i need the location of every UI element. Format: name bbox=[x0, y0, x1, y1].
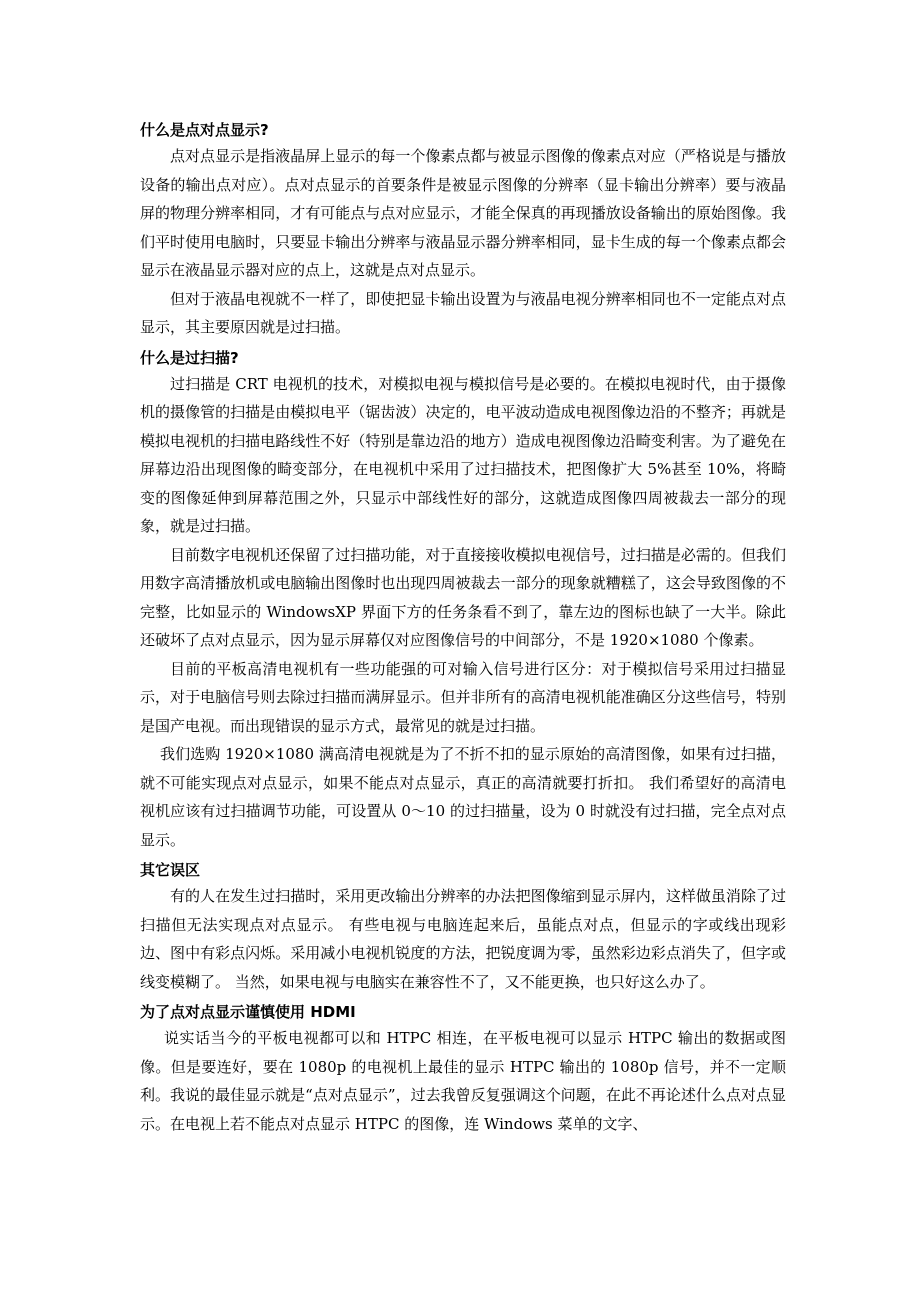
paragraph: 但对于液晶电视就不一样了，即使把显卡输出设置为与液晶电视分辨率相同也不一定能点对点显示，其主要原因就是过扫描。 bbox=[140, 289, 786, 336]
section-heading: 其它误区 bbox=[140, 861, 201, 879]
section-heading: 什么是点对点显示? bbox=[140, 121, 269, 139]
paragraph: 过扫描是 CRT 电视机的技术，对模拟电视与模拟信号是必要的。在模拟电视时代，由于摄像机的摄像管的扫描是由模拟电平（锯齿波）决定的，电平波动造成电视图像边沿的不整齐；再就是模拟电视机的扫描电路线性不好（特别是靠边沿的地方）造成电视图像边沿畸变利害。为了避免在屏幕边沿出现图像的畸变部分，在电视机中采用了过扫描技术，把图像扩大 5%甚至 10%，将畸变的图像延伸到屏幕范围之外，只显示中部线性好的部分，这就造成图像四周被裁去一部分的现象，就是过扫描。 bbox=[140, 374, 786, 535]
paragraph: 目前的平板高清电视机有一些功能强的可对输入信号进行区分：对于模拟信号采用过扫描显示，对于电脑信号则去除过扫描而满屏显示。但并非所有的高清电视机能准确区分这些信号，特别是国产电视。而出现错误的显示方式，最常见的就是过扫描。 bbox=[140, 659, 786, 735]
paragraph: 说实话当今的平板电视都可以和 HTPC 相连，在平板电视可以显示 HTPC 输出的数据或图像。但是要连好，要在 1080p 的电视机上最佳的显示 HTPC 输出的 1080p 信号，并不一定顺利。我说的最佳显示就是“点对点显示”，过去我曾反复强调这个问题，在此不再论述什么点对点显示。在电视上若不能点对点显示 HTPC 的图像，连 Windows 菜单的文字、 bbox=[140, 1029, 786, 1133]
paragraph: 有的人在发生过扫描时，采用更改输出分辨率的办法把图像缩到显示屏内，这样做虽消除了过扫描但无法实现点对点显示。 有些电视与电脑连起来后，虽能点对点，但显示的字或线出现彩边、图中有彩点闪烁。采用减小电视机锐度的方法，把锐度调为零，虽然彩边彩点消失了，但字或线变模糊了。 当然，如果电视与电脑实在兼容性不了，又不能更换，也只好这么办了。 bbox=[140, 887, 786, 991]
document-body bbox=[140, 114, 786, 1138]
section-heading: 什么是过扫描? bbox=[140, 348, 239, 367]
paragraph: 点对点显示是指液晶屏上显示的每一个像素点都与被显示图像的像素点对应（严格说是与播放设备的输出点对应）。点对点显示的首要条件是被显示图像的分辨率（显卡输出分辨率）要与液晶屏的物理分辨率相同，才有可能点与点对应显示，才能全保真的再现播放设备输出的原始图像。我们平时使用电脑时，只要显卡输出分辨率与液晶显示器分辨率相同，显卡生成的每一个像素点都会显示在液晶显示器对应的点上，这就是点对点显示。 bbox=[140, 147, 786, 279]
paragraph: 目前数字电视机还保留了过扫描功能，对于直接接收模拟电视信号，过扫描是必需的。但我们用数字高清播放机或电脑输出图像时也出现四周被裁去一部分的现象就糟糕了，这会导致图像的不完整，比如显示的 WindowsXP 界面下方的任务条看不到了，靠左边的图标也缺了一大半。除此还破坏了点对点显示，因为显示屏幕仅对应图像信号的中间部分，不是 1920×1080 个像素。 bbox=[140, 545, 786, 649]
section-heading: 为了点对点显示谨慎使用 HDMI bbox=[140, 1003, 356, 1021]
paragraph: 我们选购 1920×1080 满高清电视就是为了不折不扣的显示原始的高清图像，如果有过扫描，就不可能实现点对点显示，如果不能点对点显示，真正的高清就要打折扣。 我们希望好的高清电视机应该有过扫描调节功能，可设置从 0～10 的过扫描量，设为 0 时就没有过扫描，完全点对点显示。 bbox=[140, 745, 786, 849]
